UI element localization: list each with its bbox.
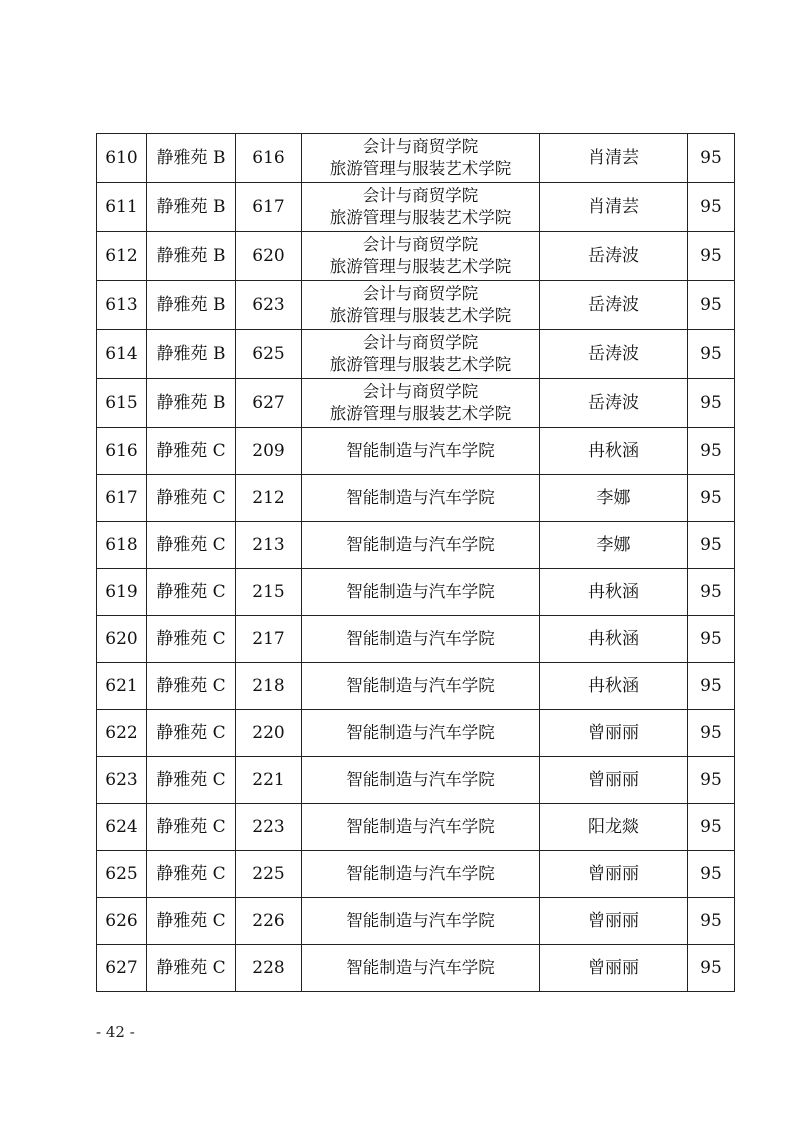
department-cell xyxy=(302,804,540,851)
table-row xyxy=(97,475,735,522)
teacher-cell: 肖清芸 xyxy=(540,183,688,232)
row-number-cell: 615 xyxy=(97,379,147,428)
room-cell: 217 xyxy=(236,616,302,663)
department-line: 旅游管理与服装艺术学院 xyxy=(329,306,512,325)
building-cell: 静雅苑 B xyxy=(147,281,236,330)
building-cell: 静雅苑 C xyxy=(147,945,236,992)
department-line: 会计与商贸学院 xyxy=(362,137,479,156)
department-cell xyxy=(302,945,540,992)
teacher-cell: 岳涛波 xyxy=(540,281,688,330)
department-line: 智能制造与汽车学院 xyxy=(346,676,495,695)
department-cell xyxy=(302,232,540,281)
department-cell xyxy=(302,281,540,330)
building-cell: 静雅苑 C xyxy=(147,522,236,569)
department-line: 智能制造与汽车学院 xyxy=(346,629,495,648)
department-cell xyxy=(302,616,540,663)
department-cell xyxy=(302,898,540,945)
score-cell: 95 xyxy=(688,330,735,379)
department-line: 智能制造与汽车学院 xyxy=(346,723,495,742)
score-cell: 95 xyxy=(688,183,735,232)
row-number-cell: 626 xyxy=(97,898,147,945)
table-body xyxy=(97,134,735,992)
score-cell: 95 xyxy=(688,898,735,945)
department-cell xyxy=(302,379,540,428)
table-row xyxy=(97,522,735,569)
department-cell xyxy=(302,663,540,710)
building-cell: 静雅苑 C xyxy=(147,710,236,757)
row-number-cell: 618 xyxy=(97,522,147,569)
score-cell: 95 xyxy=(688,804,735,851)
teacher-cell: 岳涛波 xyxy=(540,330,688,379)
teacher-cell: 曾丽丽 xyxy=(540,898,688,945)
table-row xyxy=(97,945,735,992)
table-row xyxy=(97,281,735,330)
room-cell: 215 xyxy=(236,569,302,616)
table-row xyxy=(97,663,735,710)
score-cell: 95 xyxy=(688,232,735,281)
department-cell xyxy=(302,428,540,475)
department-line: 智能制造与汽车学院 xyxy=(346,535,495,554)
department-line: 旅游管理与服装艺术学院 xyxy=(329,159,512,178)
row-number-cell: 617 xyxy=(97,475,147,522)
room-cell: 221 xyxy=(236,757,302,804)
building-cell: 静雅苑 B xyxy=(147,232,236,281)
teacher-cell: 李娜 xyxy=(540,475,688,522)
room-cell: 225 xyxy=(236,851,302,898)
teacher-cell: 冉秋涵 xyxy=(540,616,688,663)
row-number-cell: 620 xyxy=(97,616,147,663)
building-cell: 静雅苑 B xyxy=(147,330,236,379)
room-cell: 620 xyxy=(236,232,302,281)
row-number-cell: 619 xyxy=(97,569,147,616)
row-number-cell: 614 xyxy=(97,330,147,379)
room-cell: 218 xyxy=(236,663,302,710)
row-number-cell: 612 xyxy=(97,232,147,281)
building-cell: 静雅苑 C xyxy=(147,569,236,616)
teacher-cell: 岳涛波 xyxy=(540,379,688,428)
building-cell: 静雅苑 C xyxy=(147,804,236,851)
room-cell: 623 xyxy=(236,281,302,330)
department-cell xyxy=(302,569,540,616)
row-number-cell: 613 xyxy=(97,281,147,330)
table-row xyxy=(97,569,735,616)
department-line: 旅游管理与服装艺术学院 xyxy=(329,208,512,227)
building-cell: 静雅苑 C xyxy=(147,851,236,898)
room-cell: 228 xyxy=(236,945,302,992)
table-row xyxy=(97,898,735,945)
room-cell: 209 xyxy=(236,428,302,475)
building-cell: 静雅苑 C xyxy=(147,663,236,710)
department-cell xyxy=(302,475,540,522)
row-number-cell: 621 xyxy=(97,663,147,710)
row-number-cell: 622 xyxy=(97,710,147,757)
building-cell: 静雅苑 B xyxy=(147,183,236,232)
row-number-cell: 627 xyxy=(97,945,147,992)
department-cell xyxy=(302,330,540,379)
table-row xyxy=(97,232,735,281)
teacher-cell: 冉秋涵 xyxy=(540,569,688,616)
table-row xyxy=(97,710,735,757)
department-cell xyxy=(302,134,540,183)
page-number: - 42 - xyxy=(96,1023,135,1041)
department-cell xyxy=(302,757,540,804)
department-cell xyxy=(302,522,540,569)
score-cell: 95 xyxy=(688,475,735,522)
building-cell: 静雅苑 C xyxy=(147,616,236,663)
building-cell: 静雅苑 C xyxy=(147,428,236,475)
room-cell: 220 xyxy=(236,710,302,757)
table-row xyxy=(97,616,735,663)
table-row xyxy=(97,134,735,183)
department-line: 会计与商贸学院 xyxy=(362,284,479,303)
table-row xyxy=(97,183,735,232)
building-cell: 静雅苑 B xyxy=(147,134,236,183)
score-cell: 95 xyxy=(688,569,735,616)
department-line: 会计与商贸学院 xyxy=(362,235,479,254)
room-cell: 212 xyxy=(236,475,302,522)
score-cell: 95 xyxy=(688,663,735,710)
row-number-cell: 623 xyxy=(97,757,147,804)
department-cell xyxy=(302,710,540,757)
row-number-cell: 625 xyxy=(97,851,147,898)
room-cell: 226 xyxy=(236,898,302,945)
row-number-cell: 610 xyxy=(97,134,147,183)
score-cell: 95 xyxy=(688,757,735,804)
department-line: 智能制造与汽车学院 xyxy=(346,864,495,883)
department-line: 旅游管理与服装艺术学院 xyxy=(329,257,512,276)
teacher-cell: 曾丽丽 xyxy=(540,851,688,898)
table-row xyxy=(97,428,735,475)
building-cell: 静雅苑 B xyxy=(147,379,236,428)
department-line: 智能制造与汽车学院 xyxy=(346,911,495,930)
building-cell: 静雅苑 C xyxy=(147,475,236,522)
score-cell: 95 xyxy=(688,851,735,898)
teacher-cell: 岳涛波 xyxy=(540,232,688,281)
department-cell xyxy=(302,183,540,232)
table-row xyxy=(97,757,735,804)
room-cell: 616 xyxy=(236,134,302,183)
department-line: 智能制造与汽车学院 xyxy=(346,488,495,507)
department-cell xyxy=(302,851,540,898)
department-line: 智能制造与汽车学院 xyxy=(346,817,495,836)
room-cell: 617 xyxy=(236,183,302,232)
department-line: 智能制造与汽车学院 xyxy=(346,770,495,789)
score-cell: 95 xyxy=(688,281,735,330)
teacher-cell: 肖清芸 xyxy=(540,134,688,183)
room-cell: 625 xyxy=(236,330,302,379)
department-line: 会计与商贸学院 xyxy=(362,186,479,205)
teacher-cell: 李娜 xyxy=(540,522,688,569)
row-number-cell: 611 xyxy=(97,183,147,232)
teacher-cell: 曾丽丽 xyxy=(540,945,688,992)
teacher-cell: 曾丽丽 xyxy=(540,710,688,757)
table-row xyxy=(97,851,735,898)
department-line: 会计与商贸学院 xyxy=(362,333,479,352)
inspection-table xyxy=(96,133,735,992)
teacher-cell: 冉秋涵 xyxy=(540,663,688,710)
department-line: 会计与商贸学院 xyxy=(362,382,479,401)
score-cell: 95 xyxy=(688,616,735,663)
score-cell: 95 xyxy=(688,379,735,428)
department-line: 旅游管理与服装艺术学院 xyxy=(329,404,512,423)
table-row xyxy=(97,804,735,851)
teacher-cell: 阳龙燚 xyxy=(540,804,688,851)
table-row xyxy=(97,330,735,379)
row-number-cell: 624 xyxy=(97,804,147,851)
score-cell: 95 xyxy=(688,945,735,992)
room-cell: 213 xyxy=(236,522,302,569)
department-line: 智能制造与汽车学院 xyxy=(346,958,495,977)
teacher-cell: 曾丽丽 xyxy=(540,757,688,804)
building-cell: 静雅苑 C xyxy=(147,898,236,945)
room-cell: 627 xyxy=(236,379,302,428)
department-line: 旅游管理与服装艺术学院 xyxy=(329,355,512,374)
row-number-cell: 616 xyxy=(97,428,147,475)
teacher-cell: 冉秋涵 xyxy=(540,428,688,475)
department-line: 智能制造与汽车学院 xyxy=(346,441,495,460)
building-cell: 静雅苑 C xyxy=(147,757,236,804)
department-line: 智能制造与汽车学院 xyxy=(346,582,495,601)
table-row xyxy=(97,379,735,428)
score-cell: 95 xyxy=(688,710,735,757)
room-cell: 223 xyxy=(236,804,302,851)
score-cell: 95 xyxy=(688,428,735,475)
score-cell: 95 xyxy=(688,134,735,183)
score-cell: 95 xyxy=(688,522,735,569)
